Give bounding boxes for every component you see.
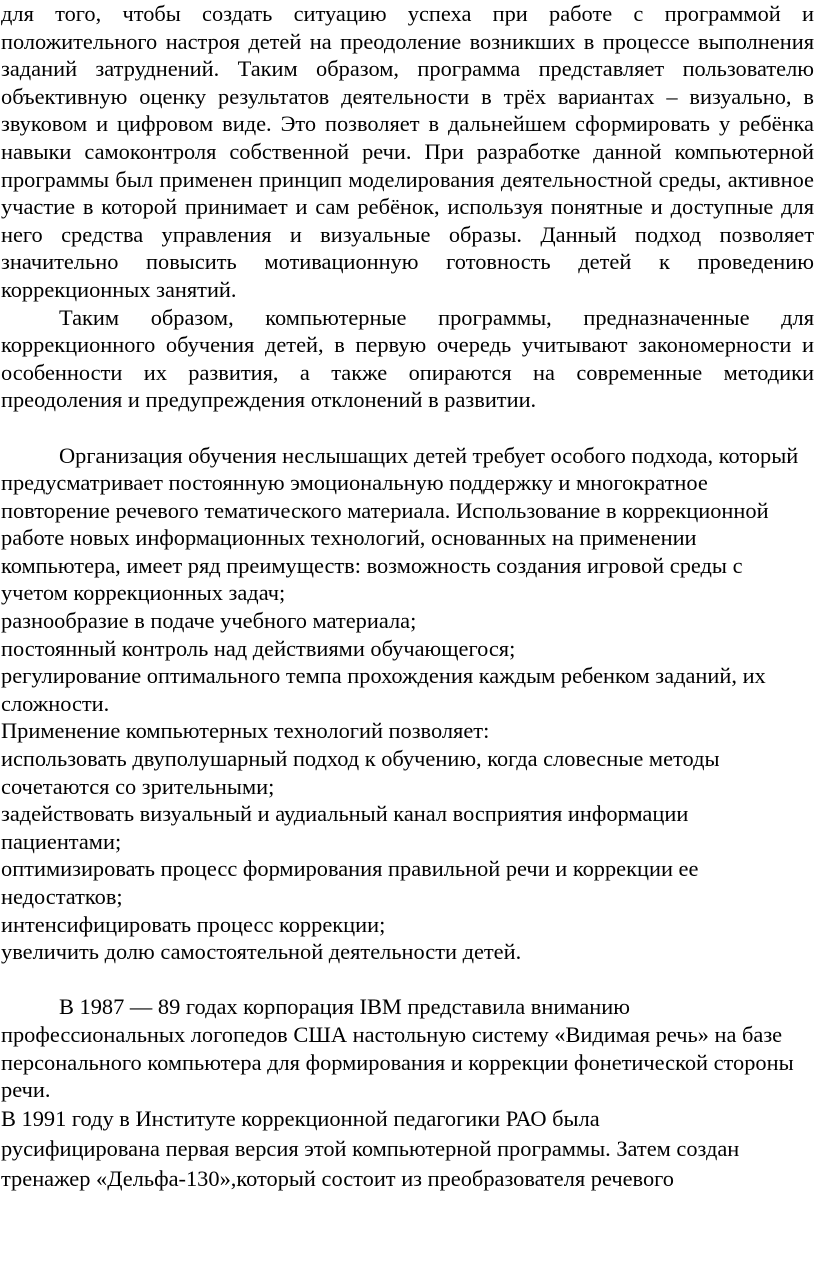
- list-item: интенсифицировать процесс коррекции;: [1, 911, 386, 937]
- paragraph-conclusion: Таким образом, компьютерные программы, предназначенные для коррекционного обучения детей, в первую очередь учитывают закономерности и особенности их развития, а также опираются на современные методики преодоления и предупреждения отклонений в развитии.: [1, 304, 814, 413]
- text-line: В 1991 году в Институте коррекционной педагогики РАО была: [1, 1105, 600, 1131]
- section-justified: [1, 0, 814, 414]
- paragraph-program-feedback: для того, чтобы создать ситуацию успеха при работе с программой и положительного настроя детей на преодоление возникших в процессе выполнения заданий затруднений. Таким образом, программа представляет пользователю объективную оценку результатов деятельности в трёх вариантах – визуально, в звуковом и цифровом виде. Это позволяет в дальнейшем сформировать у ребёнка навыки самоконтроля собственной речи. При разработке данной компьютерной программы был применен принцип моделирования деятельностной среды, активное участие в которой принимает и сам ребёнок, используя понятные и доступные для него средства управления и визуальные образы. Данный подход позволяет значительно повысить мотивационную готовность детей к проведению коррекционных занятий.: [1, 1, 814, 302]
- text-line: тренажер «Дельфа-130»,который состоит из преобразователя речевого: [1, 1165, 674, 1191]
- list-item: увеличить долю самостоятельной деятельности детей.: [1, 939, 522, 965]
- list-item: задействовать визуальный и аудиальный канал восприятия информации пациентами;: [1, 801, 689, 854]
- section-history: [1, 993, 814, 1193]
- paragraph-ibm-history: В 1987 — 89 годах корпорация IBM представила вниманию профессиональных логопедов США настольную систему «Видимая речь» на базе персонального компьютера для формирования и коррекции фонетической стороны речи.: [1, 994, 794, 1103]
- list-item: оптимизировать процесс формирования правильной речи и коррекции ее недостатков;: [1, 856, 699, 909]
- spacer: [1, 414, 814, 442]
- paragraph-technologies-lead: Применение компьютерных технологий позволяет:: [1, 718, 490, 744]
- list-item: использовать двуполушарный подход к обучению, когда словесные методы сочетаются со зрительными;: [1, 746, 720, 799]
- spacer: [1, 966, 814, 994]
- list-item: постоянный контроль над действиями обучающегося;: [1, 635, 516, 661]
- list-item: регулирование оптимального темпа прохождения каждым ребенком заданий, их сложности.: [1, 663, 766, 716]
- list-item: разнообразие в подаче учебного материала;: [1, 608, 417, 634]
- section-deaf-children: [1, 442, 814, 966]
- paragraph-organization-intro: Организация обучения неслышащих детей требует особого подхода, который предусматривает постоянную эмоциональную поддержку и многократное повторение речевого тематического материала. Использование в коррекционной работе новых информационных технологий, основанных на применении компьютера, имеет ряд преимуществ: возможность создания игровой среды с учетом коррекционных задач;: [1, 442, 799, 606]
- text-line: русифицирована первая версия этой компьютерной программы. Затем создан: [1, 1135, 740, 1161]
